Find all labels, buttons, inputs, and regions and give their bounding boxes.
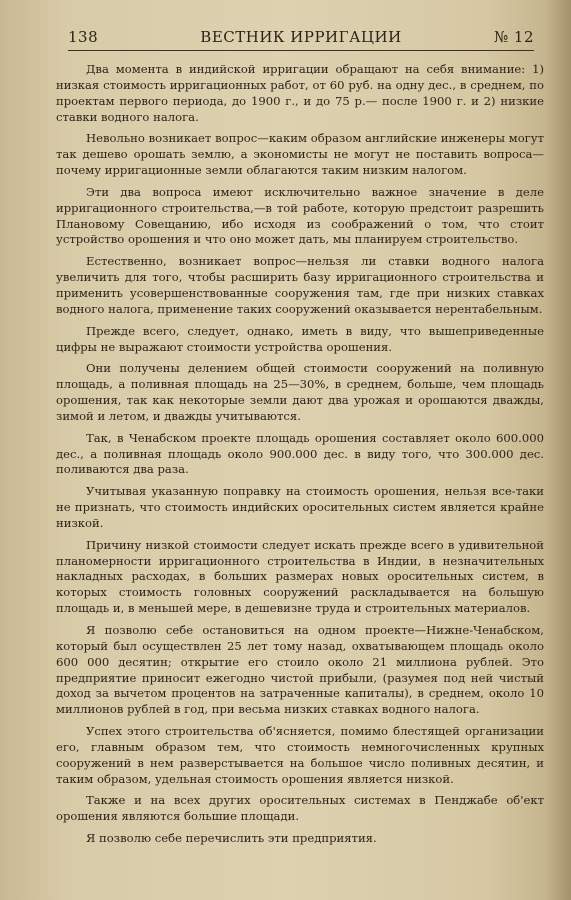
body-text xyxy=(56,62,544,853)
paragraph: Причину низкой стоимости следует искать прежде всего в удивительной планомерности ирригационного строительства в Индии, в незначительных накладных расходах, в больших размерах новых оросительных систем, в которых стоимость головных сооружений раскладывается на большую площадь и, в меньшей мере, в дешевизне труда и строительных материалов. xyxy=(56,537,544,616)
paragraph: Два момента в индийской ирригации обращают на себя внимание: 1) низкая стоимость ирригационных работ, от 60 руб. на одну дес., в среднем, по проектам первого периода, до 1900 г., и до 75 р.— после 1900 г. и 2) низкие ставки водного налога. xyxy=(56,62,544,124)
page-number: 138 xyxy=(68,28,99,46)
issue-number: № 12 xyxy=(493,28,534,46)
paragraph: Так, в Ченабском проекте площадь орошения составляет около 600.000 дес., а поливная площадь около 900.000 дес. в виду того, что 300.000 дес. поливаются два раза. xyxy=(56,430,544,477)
paragraph: Также и на всех других оросительных системах в Пенджабе об'ект орошения являются большие площади. xyxy=(56,793,544,824)
paragraph: Естественно, возникает вопрос—нельзя ли ставки водного налога увеличить для того, чтобы расширить базу ирригационного строительства и применить усовершенствованные сооружения там, где при низких ставках водного налога, применение таких сооружений оказывается нерентабельным. xyxy=(56,254,544,316)
paragraph: Они получены делением общей стоимости сооружений на поливную площадь, а поливная площадь на 25—30%, в среднем, больше, чем площадь орошения, так как некоторые земли дают два урожая и орошаются дважды, зимой и летом, и дважды учитываются. xyxy=(56,361,544,423)
paragraph: Эти два вопроса имеют исключительно важное значение в деле ирригационного строительства,—в той работе, которую предстоит разрешить Плановому Совещанию, ибо исходя из соображений о том, что стоит устройство орошения и что оно может дать, мы планируем строительство. xyxy=(56,184,544,247)
paragraph: Учитывая указанную поправку на стоимость орошения, нельзя все-таки не признать, что стоимость индийских оросительных систем является крайне низкой. xyxy=(56,484,544,530)
paragraph: Я позволю себе остановиться на одном проекте—Нижне-Ченабском, который был осуществлен 25 лет тому назад, охватывающем площадь около 600 000 десятин; открытие его стоило около 21 миллиона рублей. Это предприятие приносит ежегодно чистой прибыли, (разумея под ней чистый доход за вычетом процентов на затраченные капиталы), в среднем, около 10 миллионов рублей в год, при весьма низких ставках водного налога. xyxy=(56,623,544,717)
paragraph: Успех этого строительства об'ясняется, помимо блестящей организации его, главным образом тем, что стоимость немногочисленных крупных сооружений в нем разверстывается на большое число поливных десятин, и таким образом, удельная стоимость орошения является низкой. xyxy=(56,724,544,786)
journal-title: ВЕСТНИК ИРРИГАЦИИ xyxy=(200,28,402,46)
page-fold-shadow xyxy=(545,0,571,900)
running-header xyxy=(68,26,534,51)
paragraph: Невольно возникает вопрос—каким образом английские инженеры могут так дешево орошать землю, а экономисты не могут не поставить вопроса—почему ирригационные земли облагаются таким низким налогом. xyxy=(56,131,544,178)
paragraph: Прежде всего, следует, однако, иметь в виду, что вышеприведенные цифры не выражают стоимости устройства орошения. xyxy=(56,323,544,354)
paragraph: Я позволю себе перечислить эти предприятия. xyxy=(86,831,377,846)
